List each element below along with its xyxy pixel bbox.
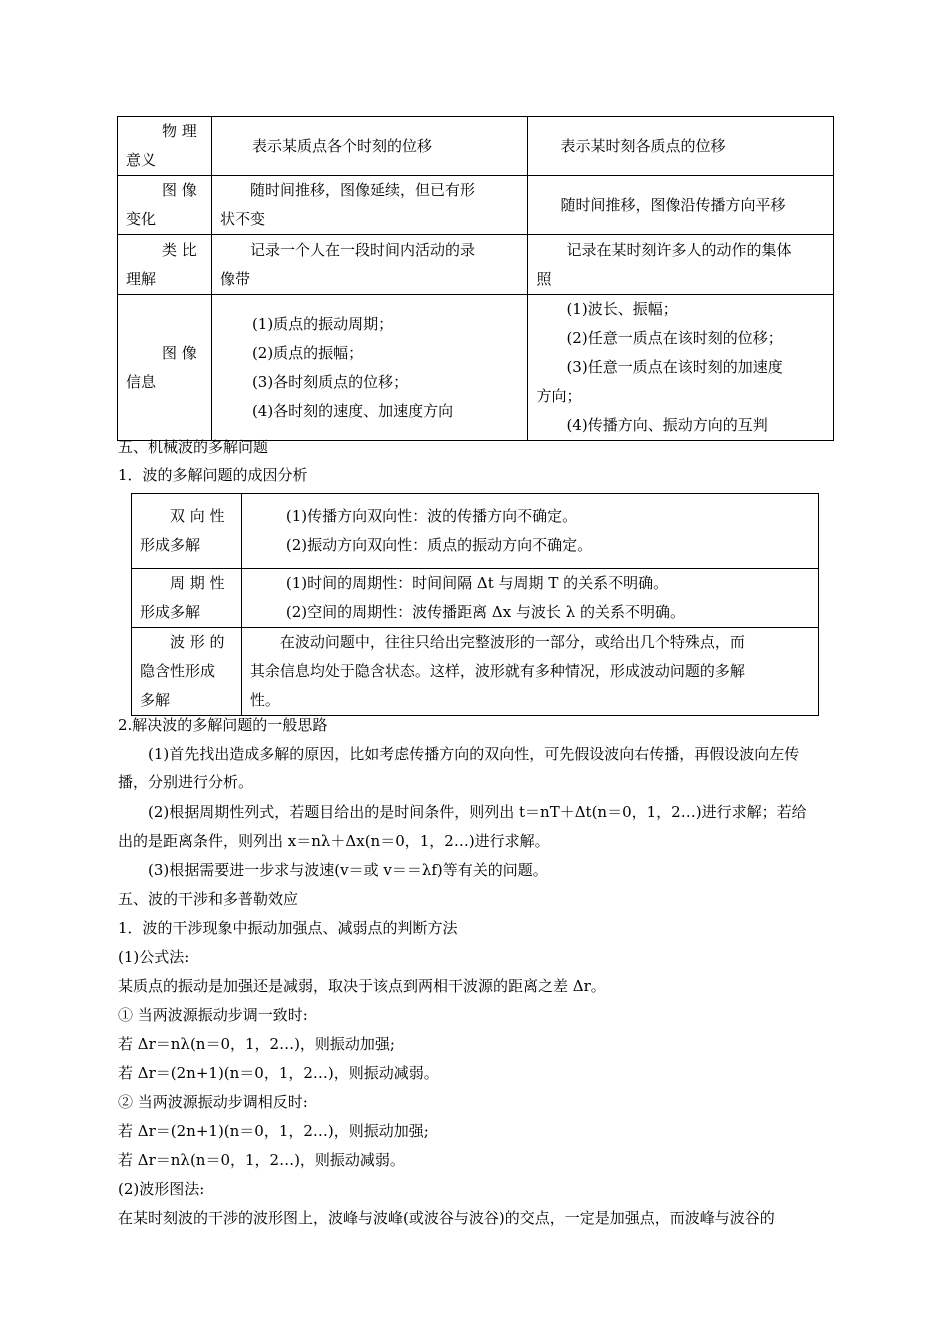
row-header: 物 理 意义 xyxy=(118,117,212,176)
row-header: 类 比 理解 xyxy=(118,235,212,295)
section-heading: 五、机械波的多解问题 xyxy=(118,438,269,456)
row-header: 周 期 性 形成多解 xyxy=(132,569,242,628)
vibration-graph-cell: 表示某质点各个时刻的位移 xyxy=(211,117,528,176)
vibration-graph-cell: 记录一个人在一段时间内活动的录 像带 xyxy=(211,235,528,295)
table-row xyxy=(132,569,819,628)
row-content: (1)时间的周期性：时间间隔 Δt 与周期 T 的关系不明确。 (2)空间的周期性：波传播距离 Δx 与波长 λ 的关系不明确。 xyxy=(241,569,818,628)
text-line: 若 Δr＝nλ(n＝0，1，2…)，则振动减弱。 xyxy=(118,1151,405,1169)
table-row xyxy=(132,494,819,569)
paragraph-line: 出的是距离条件，则列出 x＝nλ＋Δx(n＝0，1，2…)进行求解。 xyxy=(118,832,550,850)
row-header: 图 像 信息 xyxy=(118,295,212,441)
text-line: (2)波形图法: xyxy=(118,1180,205,1198)
row-content: 在波动问题中，往往只给出完整波形的一部分，或给出几个特殊点，而 其余信息均处于隐含状态。这样，波形就有多种情况，形成波动问题的多解 性。 xyxy=(241,628,818,716)
text-line: (1)公式法: xyxy=(118,948,190,966)
text-line: 在某时刻波的干涉的波形图上，波峰与波峰(或波谷与波谷)的交点，一定是加强点，而波峰与波谷的 xyxy=(118,1209,775,1227)
section-heading: 五、波的干涉和多普勒效应 xyxy=(118,890,299,908)
table-row xyxy=(118,117,834,176)
row-header: 双 向 性 形成多解 xyxy=(132,494,242,569)
wave-graph-cell: (1)波长、振幅； (2)任意一质点在该时刻的位移； (3)任意一质点在该时刻的加速度 方向； (4)传播方向、振动方向的互判 xyxy=(528,295,834,441)
table-row xyxy=(118,295,834,441)
table-row xyxy=(132,628,819,716)
wave-graph-cell: 记录在某时刻许多人的动作的集体 照 xyxy=(528,235,834,295)
paragraph-line: (3)根据需要进一步求与波速(v＝或 v＝＝λf)等有关的问题。 xyxy=(148,861,548,879)
text-line: 若 Δr＝(2n+1)(n＝0，1，2…)，则振动加强; xyxy=(118,1122,429,1140)
paragraph-line: 播，分别进行分析。 xyxy=(118,773,254,791)
paragraph-line: (1)首先找出造成多解的原因，比如考虑传播方向的双向性，可先假设波向右传播，再假设波向左传 xyxy=(148,745,800,763)
paragraph-line: (2)根据周期性列式，若题目给出的是时间条件，则列出 t＝nT＋Δt(n＝0，1，2…)进行求解；若给 xyxy=(148,803,807,821)
text-line: ② 当两波源振动步调相反时: xyxy=(118,1093,308,1111)
vibration-graph-cell: (1)质点的振动周期； (2)质点的振幅； (3)各时刻质点的位移； (4)各时刻的速度、加速度方向 xyxy=(211,295,528,441)
subsection-heading: 2.解决波的多解问题的一般思路 xyxy=(118,716,328,734)
subsection-heading: 1．波的干涉现象中振动加强点、减弱点的判断方法 xyxy=(118,919,458,937)
row-header: 波 形 的 隐含性形成 多解 xyxy=(132,628,242,716)
text-line: 若 Δr＝nλ(n＝0，1，2…)，则振动加强; xyxy=(118,1035,395,1053)
row-header: 图 像 变化 xyxy=(118,176,212,235)
multi-solution-table xyxy=(131,493,819,716)
text-line: 某质点的振动是加强还是减弱，取决于该点到两相干波源的距离之差 Δr。 xyxy=(118,977,606,995)
comparison-table xyxy=(117,116,834,441)
vibration-graph-cell: 随时间推移，图像延续，但已有形 状不变 xyxy=(211,176,528,235)
subsection-heading: 1．波的多解问题的成因分析 xyxy=(118,466,308,484)
text-line: 若 Δr＝(2n+1)(n＝0，1，2…)，则振动减弱。 xyxy=(118,1064,439,1082)
wave-graph-cell: 随时间推移，图像沿传播方向平移 xyxy=(528,176,834,235)
table-row xyxy=(118,176,834,235)
text-line: ① 当两波源振动步调一致时: xyxy=(118,1006,308,1024)
row-content: (1)传播方向双向性：波的传播方向不确定。 (2)振动方向双向性：质点的振动方向不确定。 xyxy=(241,494,818,569)
table-row xyxy=(118,235,834,295)
wave-graph-cell: 表示某时刻各质点的位移 xyxy=(528,117,834,176)
